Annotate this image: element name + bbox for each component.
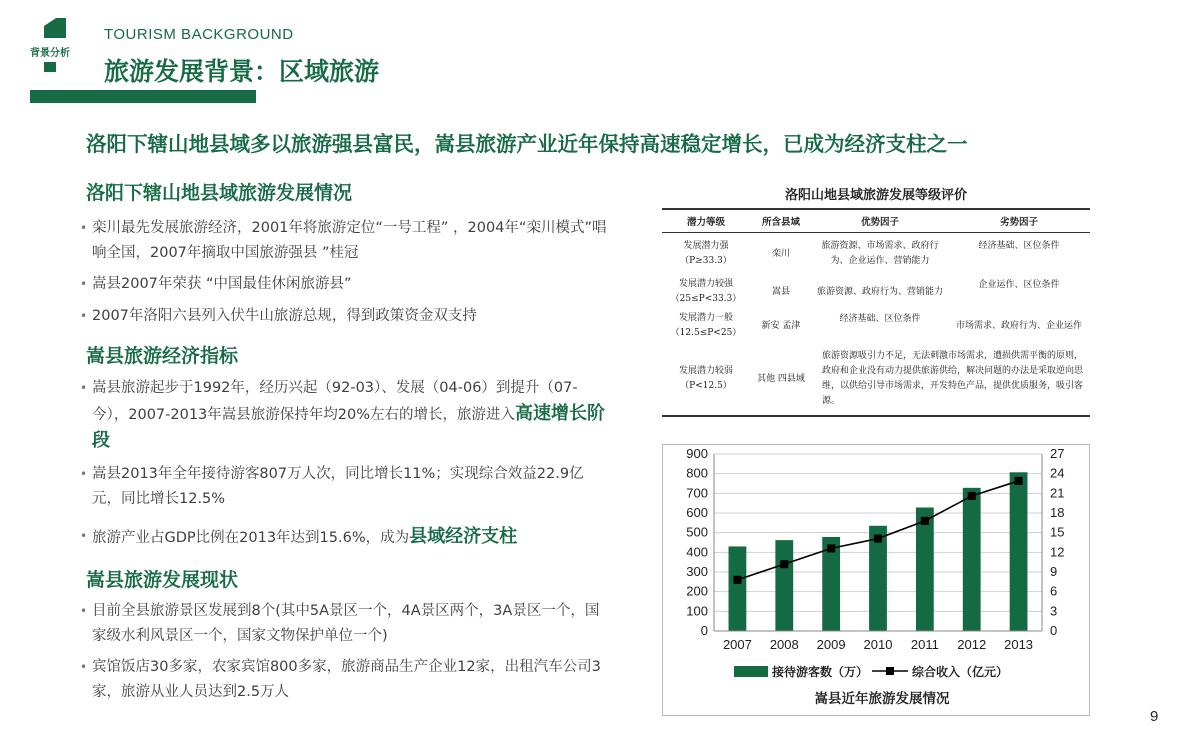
y-left-tick-label: 300	[686, 564, 708, 579]
line-point	[1015, 477, 1023, 485]
level-cell	[662, 275, 750, 309]
bullet-songxian-award: • 嵩县2007年荣获 “中国最佳休闲旅游县”	[92, 272, 612, 297]
level-range: （P<12.5）	[680, 381, 732, 391]
bullet-luanchuan: • 栾川最先发展旅游经济，2001年将旅游定位“一号工程” ，2004年“栾川模式”唱响全国，2007年摘取中国旅游强县 ”桂冠	[92, 216, 612, 266]
y-right-tick-label: 9	[1050, 564, 1058, 579]
advantage-cell: 旅游资源、市场需求、政府行为、企业运作、营销能力	[821, 241, 939, 266]
section-title-economic-indicators: 嵩县旅游经济指标	[86, 345, 239, 367]
y-right-tick-label: 24	[1050, 465, 1065, 481]
x-tick-label: 2009	[816, 637, 846, 652]
table-row	[662, 275, 1090, 309]
gdp-share-emphasis: 县域经济支柱	[409, 526, 518, 547]
legend-line-label: 综合收入（亿元）	[912, 665, 1009, 679]
legend-bar-swatch	[734, 666, 768, 677]
x-tick-label: 2008	[769, 637, 799, 652]
evaluation-table	[662, 208, 1090, 417]
logo-block-top	[44, 18, 66, 38]
legend-bar-label: 接待游客数（万）	[772, 665, 869, 679]
y-right-tick-label: 15	[1050, 524, 1065, 540]
growth-emphasis: 高速增长阶段	[92, 403, 606, 451]
tourism-chart	[662, 444, 1090, 716]
section-label: 背景分析	[30, 48, 70, 59]
gdp-share-text: 旅游产业占GDP比例在2013年达到15.6%，成为	[92, 530, 410, 546]
table-header: 潜力等级	[662, 209, 750, 233]
growth-history-text: 嵩县旅游起步于1992年，经历兴起（92-03）、发展（04-06）到提升（07-今），2007-2013年嵩县旅游保持年均20%左右的增长，旅游进入	[92, 380, 578, 423]
combined-factor-cell: 旅游资源吸引力不足，无法刺激市场需求，遭损供需平衡的原则，政府和企业没有动力提供旅游供给，解决问题的办法是采取逆向思维，以供给引导市场需求，开发特色产品，提供优质服务，吸引客源。	[812, 343, 1090, 416]
line-point	[874, 535, 882, 543]
evaluation-table-wrap	[662, 208, 1090, 417]
section-logo	[30, 14, 86, 84]
county-cell: 其他 四县域	[750, 343, 812, 416]
level-cell	[662, 233, 750, 276]
table-header: 所含县域	[750, 209, 812, 233]
table-row	[662, 233, 1090, 276]
table-row	[662, 309, 1090, 343]
y-left-tick-label: 0	[700, 623, 708, 638]
bar	[775, 540, 793, 631]
advantage-cell: 旅游资源、政府行为、营销能力	[816, 286, 943, 297]
level-name: 发展潜力一般	[678, 313, 733, 323]
y-right-tick-label: 18	[1050, 505, 1065, 520]
y-left-tick-label: 100	[686, 603, 708, 619]
level-name: 发展潜力强	[683, 241, 729, 251]
table-header: 优势因子	[812, 209, 948, 233]
y-left-tick-label: 200	[686, 583, 708, 599]
y-left-tick-label: 500	[686, 524, 708, 540]
y-left-tick-label: 600	[686, 505, 708, 520]
bullet-hotels: • 宾馆饭店30多家，农家宾馆800多家，旅游商品生产企业12家，出租汽车公司3家，旅游从业人员达到2.5万人	[92, 655, 612, 705]
table-header: 劣势因子	[948, 209, 1090, 233]
bar	[1010, 472, 1028, 631]
county-cell: 新安 孟津	[761, 320, 801, 331]
english-title: TOURISM BACKGROUND	[104, 26, 294, 43]
x-tick-label: 2007	[722, 637, 752, 652]
x-tick-label: 2012	[957, 637, 987, 652]
bullet-funiu-plan: • 2007年洛阳六县列入伏牛山旅游总规，得到政策资金双支持	[92, 304, 612, 329]
section-title-county-tourism: 洛阳下辖山地县域旅游发展情况	[86, 182, 353, 204]
bullet-gdp-share	[92, 524, 612, 551]
legend-line-marker	[886, 667, 894, 675]
county-cell: 嵩县	[771, 286, 790, 297]
y-left-tick-label: 900	[686, 446, 708, 461]
county-cell: 栾川	[771, 248, 790, 259]
y-left-tick-label: 400	[686, 544, 708, 560]
y-right-tick-label: 6	[1050, 583, 1058, 599]
headline: 洛阳下辖山地县域多以旅游强县富民，嵩县旅游产业近年保持高速稳定增长，已成为经济支柱之一	[86, 132, 968, 156]
y-right-tick-label: 3	[1050, 603, 1058, 619]
line-point	[733, 576, 741, 584]
level-name: 发展潜力较弱	[678, 366, 733, 376]
level-cell	[662, 309, 750, 343]
level-range: （25≤P<33.3）	[670, 294, 742, 304]
y-right-tick-label: 21	[1050, 485, 1065, 501]
table-title: 洛阳山地县域旅游发展等级评价	[784, 188, 967, 203]
x-tick-label: 2013	[1004, 637, 1034, 652]
bar	[963, 488, 981, 631]
x-tick-label: 2010	[863, 637, 893, 652]
y-right-tick-label: 12	[1050, 544, 1065, 560]
disadvantage-cell: 企业运作、区位条件	[978, 280, 1060, 290]
advantage-cell: 经济基础、区位条件	[839, 314, 921, 324]
disadvantage-cell: 市场需求、政府行为、企业运作	[955, 320, 1082, 331]
title-underline	[30, 90, 256, 103]
logo-block-bottom	[44, 62, 56, 72]
level-range: （12.5≤P<25）	[670, 328, 742, 338]
chart-title: 嵩县近年旅游发展情况	[814, 691, 950, 707]
y-right-tick-label: 0	[1050, 623, 1058, 638]
level-range: （P≥33.3）	[680, 256, 732, 266]
bar	[916, 507, 934, 631]
disadvantage-cell: 经济基础、区位条件	[978, 241, 1060, 251]
level-cell	[662, 343, 750, 416]
bar	[729, 546, 747, 631]
y-right-tick-label: 27	[1050, 446, 1065, 461]
bullet-2013-visitors: • 嵩县2013年全年接待游客807万人次，同比增长11%；实现综合效益22.9亿元，同比增长12.5%	[92, 462, 612, 512]
table-header-row	[662, 209, 1090, 233]
y-left-tick-label: 800	[686, 465, 708, 481]
y-left-tick-label: 700	[686, 485, 708, 501]
line-point	[780, 560, 788, 568]
table-row	[662, 343, 1090, 416]
page-title: 旅游发展背景：区域旅游	[104, 57, 380, 86]
line-point	[827, 544, 835, 552]
bullet-scenic-areas: • 目前全县旅游景区发展到8个(其中5A景区一个，4A景区两个，3A景区一个，国家级水利风景区一个，国家文物保护单位一个)	[92, 599, 612, 649]
page-number: 9	[1150, 708, 1159, 725]
x-tick-label: 2011	[910, 637, 939, 652]
level-name: 发展潜力较强	[678, 279, 733, 289]
bullet-growth-history	[92, 376, 612, 455]
line-point	[921, 517, 929, 525]
line-point	[968, 492, 976, 500]
section-title-current-status: 嵩县旅游发展现状	[86, 569, 239, 591]
